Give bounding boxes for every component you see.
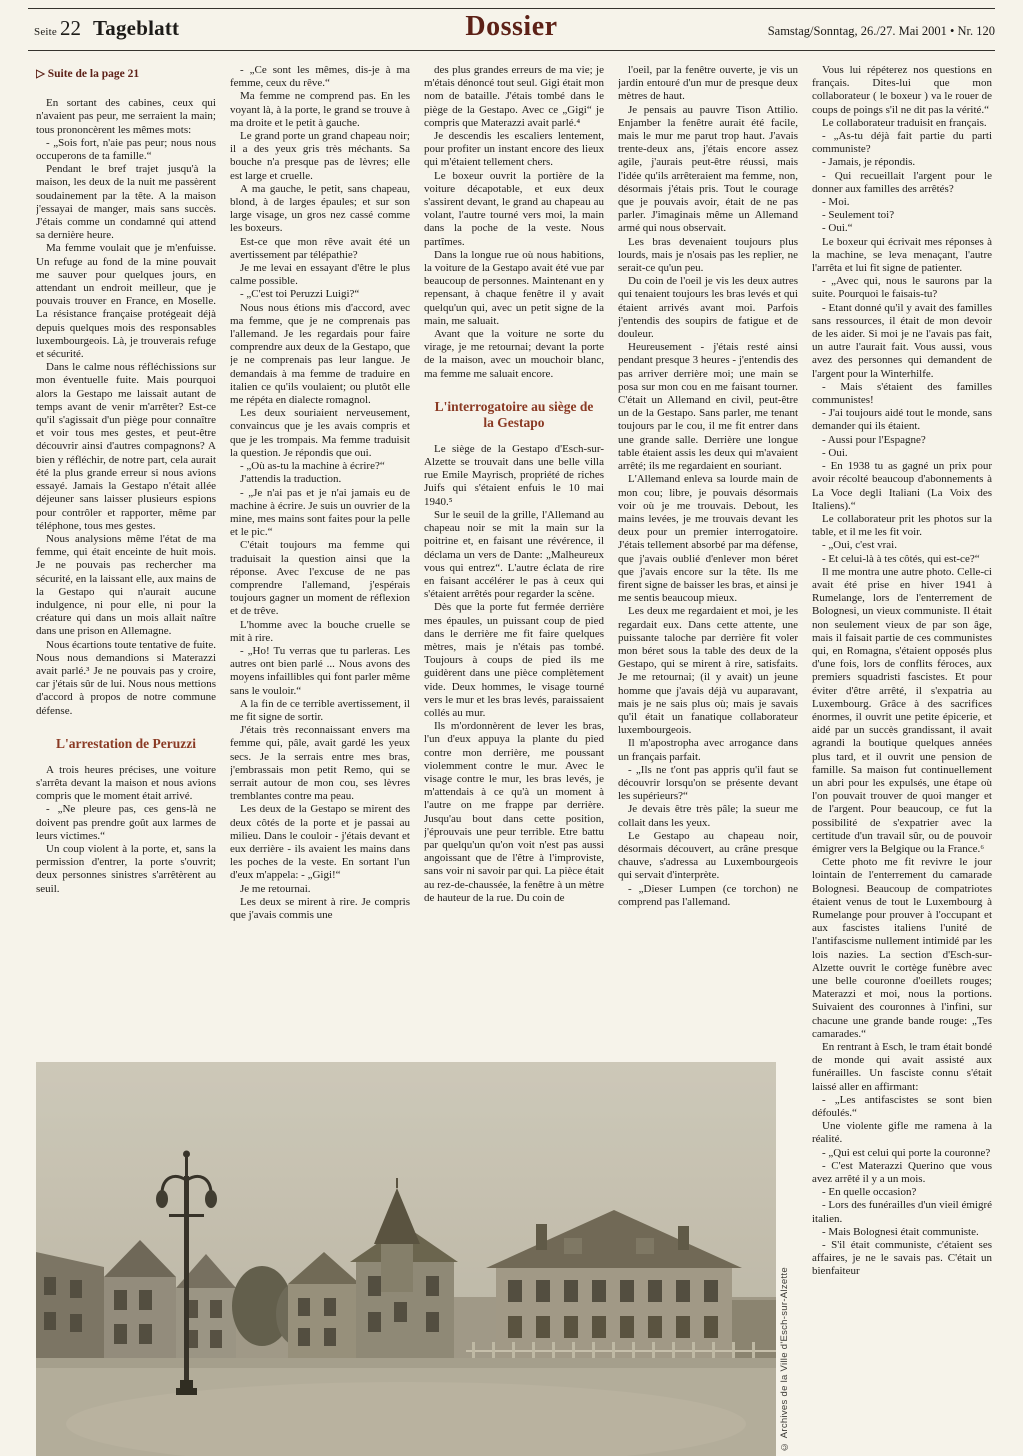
paragraph: - „Je n'ai pas et je n'ai jamais eu de machine à écrire. Je suis un ouvrier de la mine, mes mains sont faites pour la pelle et le pic.“ xyxy=(230,486,410,539)
newspaper-brand: Tageblatt xyxy=(93,16,180,40)
paragraph: Les deux souriaient nerveusement, convaincus que je les avais compris et que je les trompais. Ma femme traduisit la question. Je répondis que oui. xyxy=(230,407,410,459)
paragraph: - S'il était communiste, c'étaient ses affaires, je ne le savais pas. C'était un bienfaiteur xyxy=(812,1239,992,1278)
paragraph: Le collaborateur traduisit en français. xyxy=(822,116,987,129)
text-column-2 xyxy=(230,64,410,1052)
paragraph: - Mais s'étaient des familles communistes! xyxy=(812,380,992,407)
paragraph: - J'ai toujours aidé tout le monde, sans demander qui ils étaient. xyxy=(812,407,992,433)
paragraph: des plus grandes erreurs de ma vie; je m'étais dénoncé tout seul. Gigi était mon nom de bataille. J'étais tombé dans le piège de la Gestapo. Avec ce „Gigi“ je compris que Materazzi avait parlé.⁴ xyxy=(424,64,604,129)
paragraph: Ma femme ne comprend pas. En les voyant là, à la porte, le grand se trouve à ma droite et le petit à gauche. xyxy=(230,90,410,129)
paragraph: - Oui. xyxy=(822,446,848,459)
text-column-3 xyxy=(424,64,604,1052)
text-column-4 xyxy=(618,64,798,1052)
paragraph: - Jamais, je répondis. xyxy=(822,156,916,169)
paragraph: - „Ce sont les mêmes, dis-je à ma femme, ceux du rêve.“ xyxy=(230,64,410,90)
paragraph: Avant que la voiture ne sorte du virage, je me retournai; devant la porte de la maison, avec un mouchoir blanc, ma femme me saluait encore. xyxy=(424,328,604,380)
paragraph: Pendant le bref trajet jusqu'à la maison, les deux de la nuit me passèrent soudainement par la tête. A la maison j'essayai de manger, mais sans succès. J'étais comme un condamné qui attend sa dernière heure. xyxy=(36,163,216,242)
paragraph: Il me montra une autre photo. Celle-ci avait été prise en hiver 1941 à Rumelange, lors de l'enterrement de Bolognesi, un vieux communiste. Il était non seulement vieux de par son âge, mais il faisait partie de ces communistes qui, en Romagna, s'étaient opposés plus d'une fois, lors de conflits féroces, aux premiers squadristi fascistes. Et pour éviter d'être arrêté, il s'expatria au Luxembourg. Grâce à des sacrifices énormes, il ouvrit une petite épicerie, et aidé par un succès grandissant, il avait agrandi la boutique quelques années plus tard, et il ouvrit une pension de famille. Sa maison fut continuellement un abri pour les expulsés, une étape où l'on pouvait trouver de quoi manger et de l'argent. Pour beaucoup, ce fut la possibilité de s'expatrier avec la certitude d'un travail sûr, ou de pouvoir émigrer vers la Belgique ou la France.⁶ xyxy=(812,565,992,855)
masthead-left xyxy=(34,16,179,41)
paragraph: Je devais être très pâle; la sueur me collait dans les yeux. xyxy=(618,803,798,829)
paragraph: - En quelle occasion? xyxy=(822,1186,917,1199)
paragraph: - „Ne pleure pas, ces gens-là ne doivent pas prendre goût aux larmes de leurs victimes.“ xyxy=(36,803,216,842)
paragraph: - Seulement toi? xyxy=(822,209,895,222)
paragraph: l'oeil, par la fenêtre ouverte, je vis un jardin entouré d'un mur de presque deux mètres de haut. xyxy=(618,64,798,103)
street-photo-illustration xyxy=(36,1062,776,1456)
photo-credit: © Archives de la Ville d'Esch-sur-Alzette xyxy=(779,1267,790,1452)
paragraph: Les deux se mirent à rire. Je compris que j'avais commis une xyxy=(230,895,410,921)
paragraph: Sur le seuil de la grille, l'Allemand au chapeau noir se mit la main sur la poitrine et, en faisant une révérence, il déclama un vers de Dante: „Malheureux vous qui entrez“. L'autre éclata de rire en faisant accélérer le pas à ceux qui s'étaient arrêtés pour regarder la scène. xyxy=(424,508,604,601)
paragraph: En sortant des cabines, ceux qui n'avaient pas peur, me serraient la main; tous prononcèrent les mêmes mots: xyxy=(36,97,216,136)
paragraph: Cette photo me fit revivre le jour lointain de l'enterrement du camarade Bolognesi. Beaucoup de compatriotes étaient venus de tout le Luxembourg à Rumelange pour prouver à l'occupant et aux fascistes italiens l'unité de l'antifascisme nullement intimidé par les lois nazies. La section d'Esch-sur-Alzette ouvrit le cortège funèbre avec une belle couronne d'oeillets rouges; Materazzi et moi, nous la portions. Suivaient des couronnes à l'infini, sur chacune une grande bande rouge: „Tes camarades.“ xyxy=(812,856,992,1040)
page-header xyxy=(28,9,995,49)
paragraph: - „Ils ne t'ont pas appris qu'il faut se découvrir lorsqu'on se présente devant les supérieurs?“ xyxy=(618,763,798,803)
paragraph: - „Oui, c'est vrai. xyxy=(822,539,897,552)
paragraph: - „Les antifascistes se sont bien défoulés.“ xyxy=(812,1093,992,1120)
paragraph: - „Où as-tu la machine à écrire?“ xyxy=(240,460,385,473)
paragraph: Un coup violent à la porte, et, sans la permission d'entrer, la porte s'ouvrit; deux personnes sinistres s'arrêtèrent au seuil. xyxy=(36,842,216,895)
paragraph: - „Ho! Tu verras que tu parleras. Les autres ont bien parlé ... Nous avons des moyens infaillibles qui font parler même sans le vouloir.“ xyxy=(230,644,410,697)
paragraph: A ma gauche, le petit, sans chapeau, blond, à de larges épaules; et sur son large visage, un gros nez cassé comme les boxeurs. xyxy=(230,182,410,235)
paragraph: - „Sois fort, n'aie pas peur; nous nous occuperons de ta famille.“ xyxy=(36,136,216,163)
paragraph: - Oui.“ xyxy=(822,222,853,235)
paragraph: Ma femme voulait que je m'enfuisse. Un refuge au fond de la mine pouvait me sauver pour quelques jours, en attendant un endroit meilleur, que je pouvais trouver en France, en Moselle. La résistance française protégeait déjà depuis quelques mois des responsables luxembourgeois. Là, je trouverais refuge et sécurité. xyxy=(36,242,216,361)
paragraph: Je me levai en essayant d'être le plus calme possible. xyxy=(230,262,410,288)
paragraph: - Etant donné qu'il y avait des familles sans ressources, il était de mon devoir de les aider. Si moi je ne l'avais pas fait, un autre l'aurait fait. Vous aussi, vous avez des personnes qui demandent de l'argent pour la Winterhilfe. xyxy=(812,301,992,380)
paragraph: Le grand porte un grand chapeau noir; il a des yeux gris très méchants. Sa bouche n'a presque pas de lèvres; elle est large et cruelle. xyxy=(230,130,410,182)
paragraph: Vous lui répéterez nos questions en français. Dites-lui que mon collaborateur ( le boxeur ) va le rouer de coups de poings s'il ne dit pas la vérité.“ xyxy=(812,64,992,116)
paragraph: L'homme avec la bouche cruelle se mit à rire. xyxy=(230,618,410,644)
paragraph: - Mais Bolognesi était communiste. xyxy=(822,1225,979,1238)
paragraph: Nous écartions toute tentative de fuite. Nous nous demandions si Materazzi avait parlé.³ Je ne pouvais pas y croire, car j'étais sûr de lui. Nous nous mettions d'accord à propos de notre commune défense. xyxy=(36,638,216,717)
paragraph: Du coin de l'oeil je vis les deux autres qui tenaient toujours les bras levés et qui étaient arrivés avant moi. Parfois j'entendis des soupirs de fatigue et de douleur. xyxy=(618,275,798,341)
paragraph: Nous analysions même l'état de ma femme, qui était enceinte de huit mois. Je ne pouvais pas rechercher ma sécurité, en la laissant elle, aux mains de la Gestapo qui n'aurait aucune indulgence, ni pour elle, ni pour la créature qui dans un mois allait naître dans une prison en Allemagne. xyxy=(36,532,216,638)
article-subhead: L'interrogatoire au siège de la Gestapo xyxy=(434,398,594,430)
paragraph: Nous nous étions mis d'accord, avec ma femme, que je ne comprenais pas l'allemand. Je les regardais pour faire comprendre aux deux de la Gestapo, que je ne comprenais pas leur langue. Je demandais à ma femme de traduire en italien ce qu'ils voulaient; ou plutôt elle me répéta en dialecte romagnol. xyxy=(230,301,410,407)
paragraph: J'étais très reconnaissant envers ma femme qui, pâle, avait gardé les yeux secs. Je la serrais entre mes bras, j'embrassais mon petit Remo, qui se serrait autour de mon cou, ses lèvres tremblantes contre ma peau. xyxy=(230,724,410,803)
paragraph: A trois heures précises, une voiture s'arrêta devant la maison et nous avions compris que le moment était arrivé. xyxy=(36,763,216,803)
paragraph: - Qui recueillait l'argent pour le donner aux familles des arrêtés? xyxy=(812,169,992,195)
paragraph: Dans le calme nous réfléchissions sur mon éventuelle fuite. Mais pourquoi alors la Gestapo me laissait autant de temps avant de venir m'arrêter? Est-ce qu'il s'agissait d'un piège pour connaître et voir tous mes gestes, et peut-être découvrir ainsi d'autres compagnons? A bien y réfléchir, de notre part, cela aurait été la plus grande erreur si nous avions essayé. Jamais la Gestapo n'était allée déjeuner sans laisser plusieurs espions pour contrôler et rapporter, même par téléphone, tous mes gestes. xyxy=(36,361,216,532)
paragraph: En rentrant à Esch, le tram était bondé de monde qui avait assisté aux funérailles. Un fasciste connu s'était laissé aller en affirmant: xyxy=(812,1041,992,1093)
paragraph: Je pensais au pauvre Tison Attilio. Enjamber la fenêtre aurait été facile, mais le mur me parut trop haut. J'avais trente-deux ans, j'étais encore assez agile, j'aurais peut-être réussi, mais l'idée qu'ils arrêteraient ma femme, non, désormais j'étais pris. Tout le courage que je pouvais avoir, était de ne pas parler. J'imaginais même un Allemand armé qui nous observait. xyxy=(618,103,798,235)
paragraph: Le Gestapo au chapeau noir, désormais découvert, au crâne presque chauve, s'adressa au Luxembourgeois qui servait d'interprète. xyxy=(618,829,798,882)
paragraph: Une violente gifle me ramena à la réalité. xyxy=(812,1120,992,1146)
paragraph: Les deux me regardaient et moi, je les regardait eux. Dans cette attente, une puissante taloche par derrière fit voler mon béret sous la table des deux de la Gestapo, qui se mirent à rire, satisfaits. Je me retournai; (il y avait) un jeune homme que j'avais déjà vu auparavant, mais je ne sais plus où; mais je savais qu'il était un fanatique collaborateur luxembourgeois. xyxy=(618,605,798,737)
paragraph: Je me retournai. xyxy=(240,882,311,895)
text-column-1 xyxy=(36,64,216,1052)
paragraph: - Moi. xyxy=(822,196,850,209)
section-title: Dossier xyxy=(465,11,558,42)
street-photo xyxy=(36,1062,776,1456)
paragraph: Dans la longue rue où nous habitions, la voiture de la Gestapo avait été vue par beaucoup de personnes. Maintenant en y repensant, à chaque fenêtre il y avait quelqu'un qui, avec un petit signe de la main, me saluait. xyxy=(424,248,604,327)
paragraph: - C'est Materazzi Querino que vous avez arrêté il y a un mois. xyxy=(812,1159,992,1186)
paragraph: Ils m'ordonnèrent de lever les bras, l'un d'eux appuya la plante du pied contre mon derrière, me poussant violemment contre le mur. Avec le visage contre le mur, les bras levés, je m'attendais à ce qu'à un moment à l'autre on me frappe par derrière. Jusqu'au bout dans cette position, j'éprouvais une peur terrible. Etre battu par quelqu'un qu'on voit n'est pas aussi angoissant que de l'être à l'improviste, sans voir ni savoir par qui. La pièce était au rez-de-chaussée, la fenêtre à un mètre de hauteur de la rue. Du coin de xyxy=(424,720,604,904)
paragraph: J'attendis la traduction. xyxy=(240,473,342,486)
paragraph: Les bras devenaient toujours plus lourds, mais je n'osais pas les replier, ne serait-ce qu'un peu. xyxy=(618,235,798,275)
paragraph: Heureusement - j'étais resté ainsi pendant presque 3 heures - j'entendis des pas arriver derrière moi; une main se posa sur mon cou en me faisant tourner. C'était un Allemand en civil, peut-être un de la Gestapo. Sans parler, me tenant toujours par le cou, il me fit entrer dans une grande salle. Derrière une longue table étaient assis les deux qui m'avaient arrêté; ils me regardaient en souriant. xyxy=(618,341,798,473)
paragraph: - „As-tu déjà fait partie du parti communiste? xyxy=(812,130,992,156)
paragraph: Dès que la porte fut fermée derrière mes épaules, un puissant coup de pied dans le derrière me fit faire quelques mètres, mais je n'étais pas tombé. Toujours à coups de pied ils me guidèrent dans une pièce complètement vide. Deux hommes, le visage tourné vers le mur et les bras levés, paraissaient collés au mur. xyxy=(424,601,604,719)
article-subhead: L'arrestation de Peruzzi xyxy=(56,735,196,751)
text-column-5 xyxy=(812,64,992,1446)
paragraph: L'Allemand enleva sa lourde main de mon cou; libre, je pouvais désormais voir où je me trouvais. Debout, les mains levées, je me trouvais devant les deux pour un premier interrogatoire. J'étais tellement absorbé par ma défense, que j'avais oublié d'enlever mon béret que j'avais encore sur la tête. Ils me firent signe de baisser les bras, et ainsi je me sentis beaucoup mieux. xyxy=(618,473,798,605)
paragraph: Le collaborateur prit les photos sur la table, et il me les fit voir. xyxy=(812,512,992,539)
dateline: Samstag/Sonntag, 26./27. Mai 2001 • Nr. 120 xyxy=(767,24,995,38)
paragraph: - „Qui est celui qui porte la couronne? xyxy=(822,1146,991,1159)
continuation-note: ▷ Suite de la page 21 xyxy=(36,68,140,80)
paragraph: Les deux de la Gestapo se mirent des deux côtés de la porte et je passai au milieu. Dans le couloir - j'étais devant et eux derrière - ils avaient les mains dans les poches de la veste. En sortant l'un d'eux m'appela: - „Gigi!“ xyxy=(230,803,410,882)
paragraph: - En 1938 tu as gagné un prix pour avoir récolté beaucoup d'abonnements à La Voce degli Italiani (La Voix des Italiens).“ xyxy=(812,460,992,512)
paragraph: C'était toujours ma femme qui traduisait la question ainsi que la réponse. Avec l'excuse de ne pas comprendre l'allemand, j'espérais toujours gagner un moment de réflexion et de trêve. xyxy=(230,539,410,618)
paragraph: - Et celui-là à tes côtés, qui est-ce?“ xyxy=(822,552,980,565)
paragraph: - „C'est toi Peruzzi Luigi?“ xyxy=(240,288,360,301)
paragraph: - Aussi pour l'Espagne? xyxy=(822,433,926,446)
header-rule-bottom xyxy=(28,50,995,51)
paragraph: Je descendis les escaliers lentement, pour profiter un instant encore des lieux qui m'étaient tellement chers. xyxy=(424,130,604,169)
paragraph: - „Dieser Lumpen (ce torchon) ne comprend pas l'allemand. xyxy=(618,882,798,908)
paragraph: Le boxeur qui écrivait mes réponses à la machine, se leva menaçant, l'autre l'arrêta et lui fit signe de patienter. xyxy=(812,235,992,275)
paragraph: Il m'apostropha avec arrogance dans un français parfait. xyxy=(618,737,798,763)
paragraph: Est-ce que mon rêve avait été un avertissement par télépathie? xyxy=(230,235,410,261)
paragraph: Le siège de la Gestapo d'Esch-sur-Alzette se trouvait dans une belle villa rue Emile Mayrisch, propriété de riches Juifs qui s'étaient enfuis le 10 mai 1940.⁵ xyxy=(424,442,604,508)
page-number: 22 xyxy=(60,16,81,40)
page-label: Seite xyxy=(34,26,57,38)
paragraph: - Lors des funérailles d'un vieil émigré italien. xyxy=(812,1199,992,1225)
paragraph: - „Avec qui, nous le saurons par la suite. Pourquoi le faisais-tu? xyxy=(812,275,992,301)
paragraph: A la fin de ce terrible avertissement, il me fit signe de sortir. xyxy=(230,697,410,723)
paragraph: Le boxeur ouvrit la portière de la voiture décapotable, et eux deux s'assirent devant, le grand au chapeau au volant, l'autre tourné vers moi, la main dans la poche de la veste. Nous partîmes. xyxy=(424,169,604,248)
